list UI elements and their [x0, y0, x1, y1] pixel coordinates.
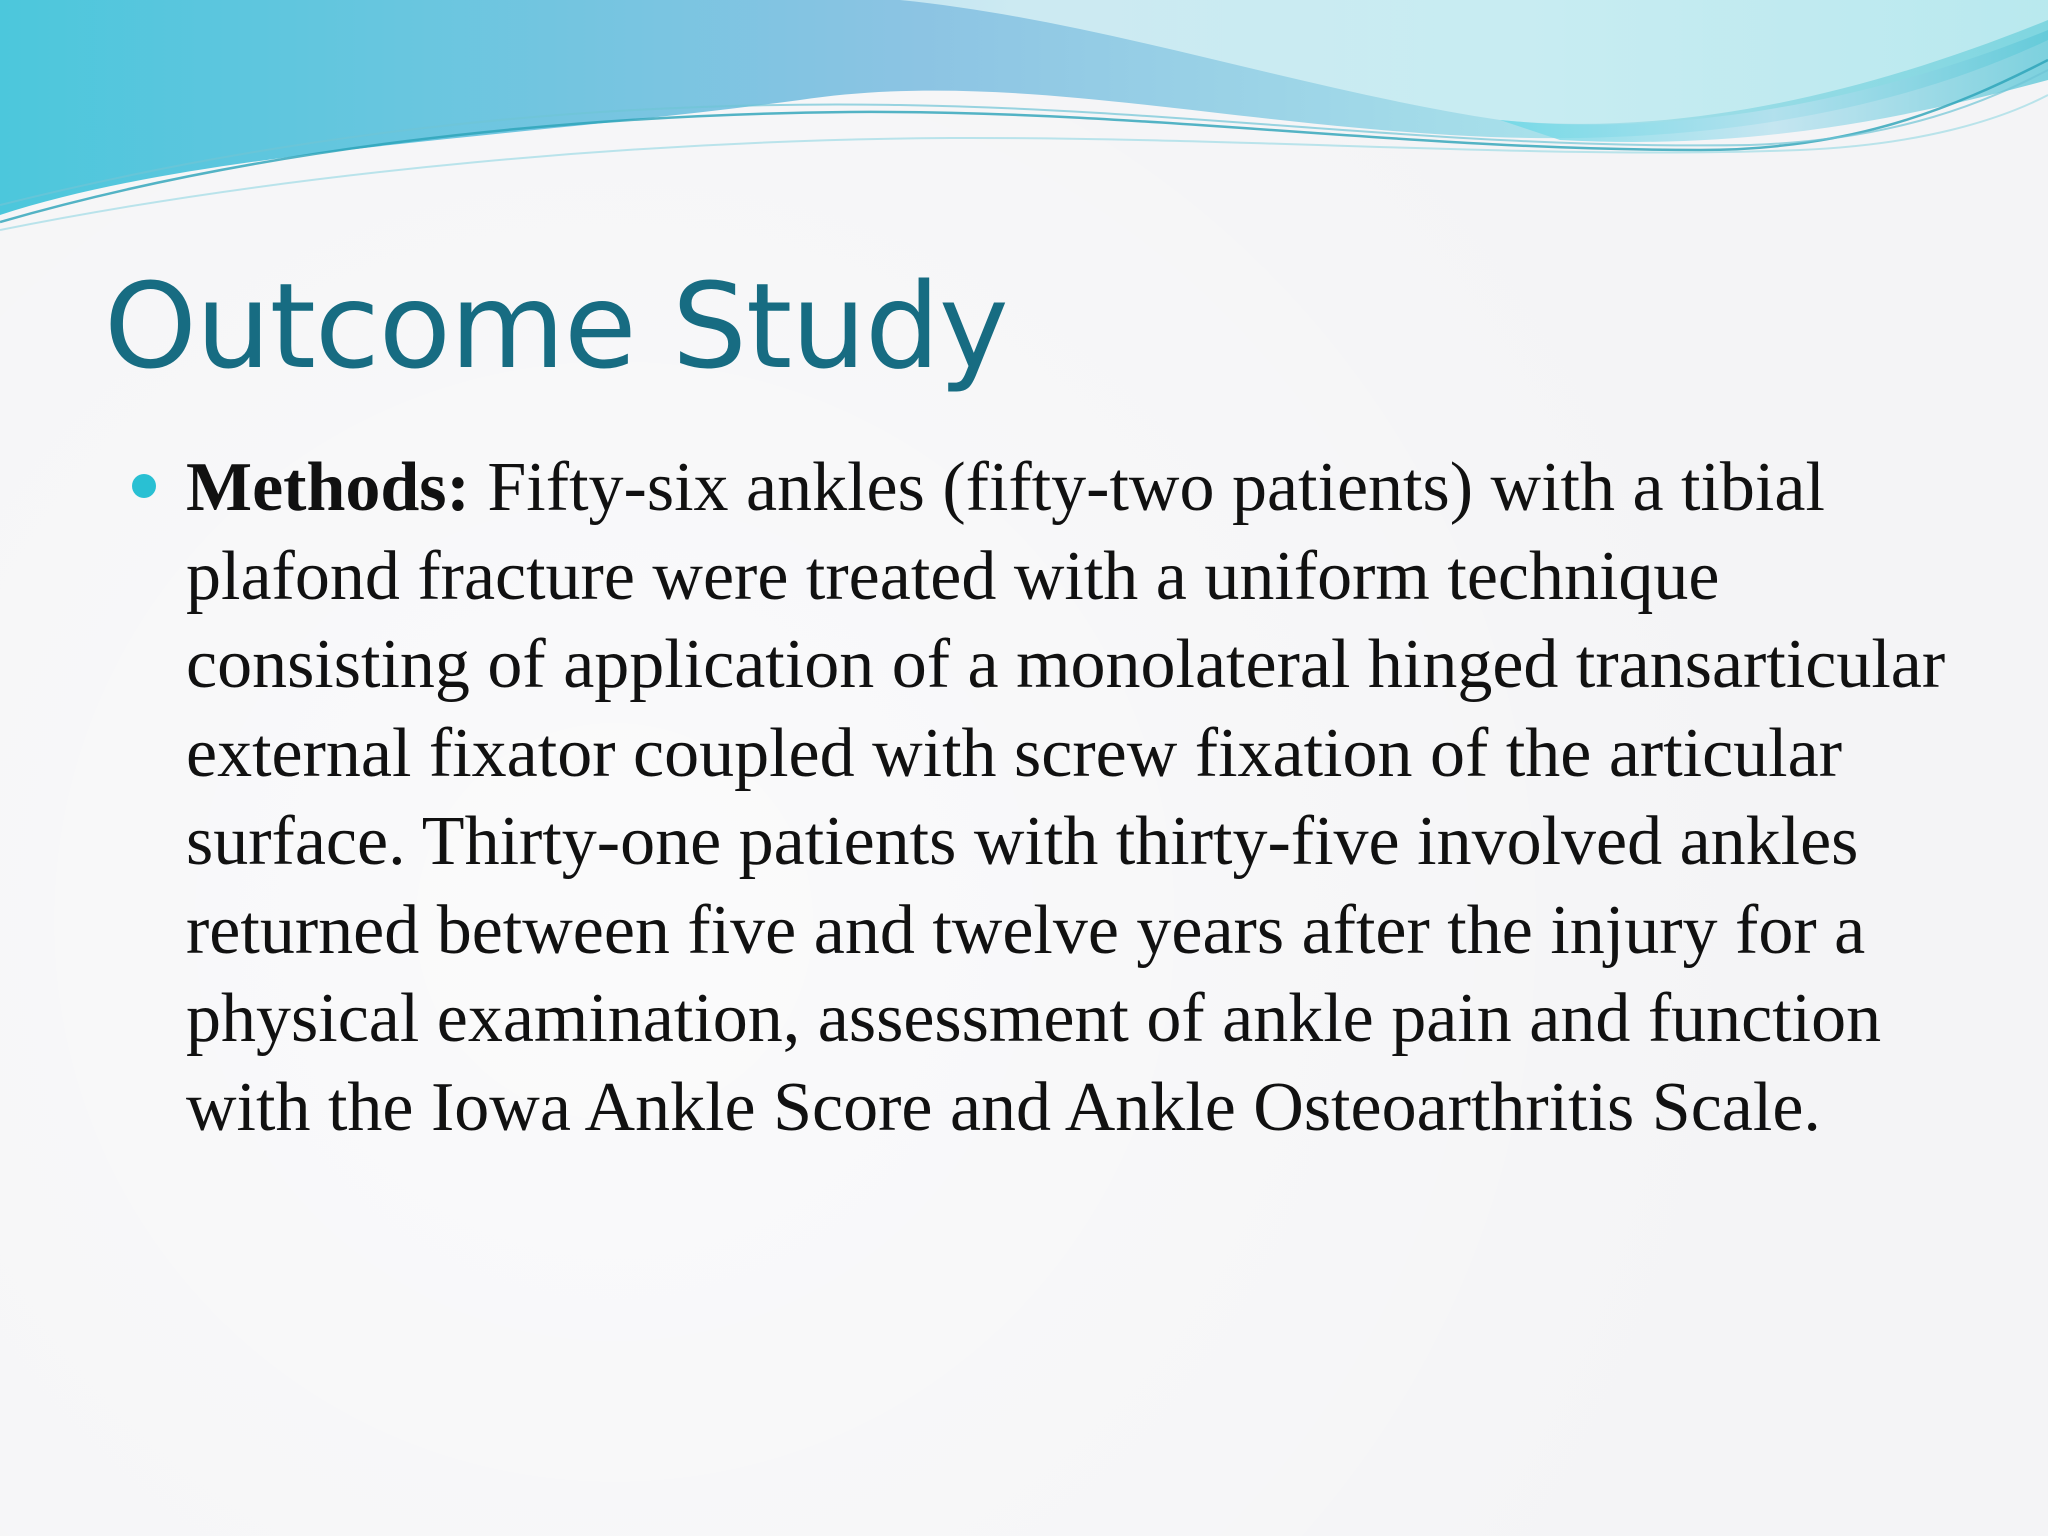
- decorative-wave-header: [0, 0, 2048, 240]
- bullet-list: [132, 444, 1952, 1152]
- bullet-label: Methods:: [186, 449, 470, 526]
- slide-title: Outcome Study: [104, 257, 1008, 395]
- bullet-text: [186, 444, 1952, 1152]
- bullet-body: Fifty-six ankles (fifty-two patients) with a tibial plafond fracture were treated with a uniform technique consisting of application of a monolateral hinged transarticular external fixator coupled with screw fixation of the articular surface. Thirty-one patients with thirty-five involved ankles returned between five and twelve years after the injury for a physical examination, assessment of ankle pain and function with the Iowa Ankle Score and Ankle Osteoarthritis Scale.: [186, 449, 1946, 1146]
- bullet-item: [132, 444, 1952, 1152]
- bullet-dot-icon: [132, 474, 156, 498]
